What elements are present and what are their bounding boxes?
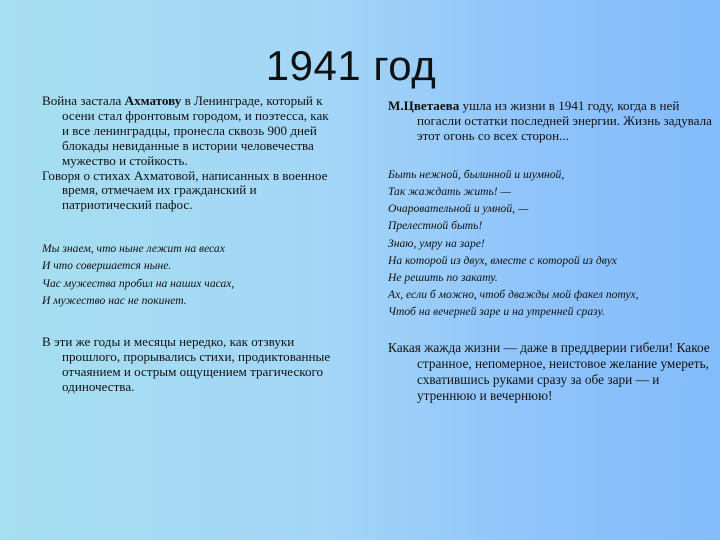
akhmatova-war-poems-paragraph: Говоря о стихах Ахматовой, написанных в военное время, отмечаем их гражданский и патриотический пафос. — [42, 167, 328, 213]
poem-line: Час мужества пробил на наших часах, — [42, 276, 235, 290]
tsvetaeva-name: М.Цветаева — [388, 98, 460, 113]
poem-line: Знаю, умру на заре! — [388, 236, 485, 250]
poem-line: Ах, если б можно, чтоб дважды мой факел потух, — [388, 288, 639, 302]
poem-line: Не решить по закату. — [388, 270, 498, 284]
right-column — [388, 99, 713, 404]
poem-line: Очаровательной и умной, — — [388, 202, 529, 216]
poem-line: Так жаждать жить! — — [388, 184, 511, 198]
tsvetaeva-thirst-paragraph: Какая жажда жизни — даже в преддверии гибели! Какое странное, непомерное, неистовое желание умереть, схватившись руками сразу за обе зари — и утреннюю и вечернюю! — [388, 339, 710, 403]
tsvetaeva-poem — [388, 166, 713, 321]
poem-line: И мужество нас не покинет. — [42, 293, 187, 307]
poem-line: Мы знаем, что ныне лежит на весах — [42, 242, 225, 256]
tsvetaeva-intro-rest: ушла из жизни в 1941 году, когда в ней погасли остатки последней энергии. Жизнь задувала этот огонь со всех сторон... — [417, 98, 712, 143]
slide-title — [0, 42, 720, 90]
poem-line: На которой из двух, вместе с которой из двух — [388, 253, 617, 267]
slide-title-text: 1941 год — [265, 42, 437, 89]
poem-line: Быть нежной, былинной и шумной, — [388, 167, 565, 181]
poem-line: Прелестной быть! — [388, 219, 483, 233]
akhmatova-poem — [42, 240, 332, 309]
poem-line: И что совершается ныне. — [42, 259, 172, 273]
akhmatova-name: Ахматову — [124, 93, 182, 108]
poem-line: Чтоб на вечерней заре и на утренней сразу. — [388, 305, 605, 319]
akhmatova-intro-lead: Война застала — [42, 93, 125, 108]
left-column — [42, 94, 332, 395]
akhmatova-intro-rest: в Ленинграде, который к осени стал фронтовым городом, и поэтесса, как и все ленинградцы, пронесла сквозь 900 дней блокады невиданные в истории человечества мужество и стойкость. — [62, 93, 329, 168]
akhmatova-solitude-paragraph: В эти же годы и месяцы нередко, как отзвуки прошлого, прорывались стихи, продиктованные отчаянием и острым ощущением трагического одиночества. — [42, 334, 331, 394]
akhmatova-intro-paragraph — [42, 94, 332, 169]
tsvetaeva-intro-paragraph — [388, 99, 713, 144]
